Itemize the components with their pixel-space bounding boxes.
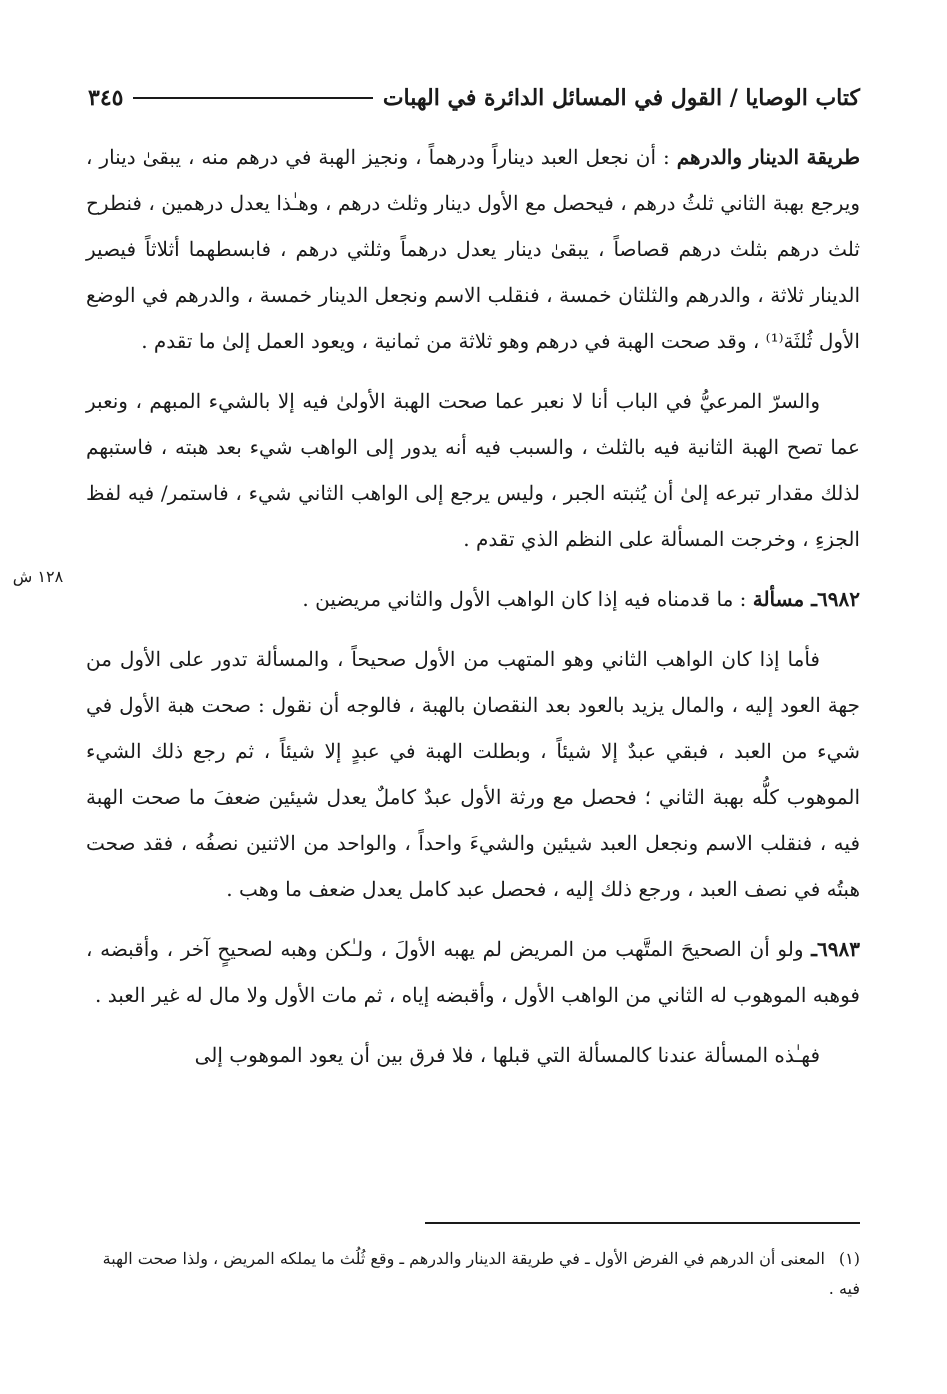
- paragraph-5: [86, 926, 860, 1018]
- margin-note: ١٢٨ ش: [12, 567, 64, 586]
- footnote-rule: [425, 1222, 860, 1224]
- header-title: كتاب الوصايا / القول في المسائل الدائرة في الهبات: [382, 85, 860, 111]
- paragraph-4: [86, 636, 860, 912]
- paragraph-text: والسرّ المرعيُّ في الباب أنا لا نعبر عما صحت الهبة الأولىٰ فيه إلا بالشيء المبهم ، ونعبر عما تصح الهبة الثانية فيه بالثلث ، والسبب فيه أنه يدور إلى الواهب شيء بعد هبته ، فاستبهم لذلك مقدار تبرعه إلىٰ أن يُثبته الجبر ، وليس يرجع إلى الواهب الثاني شيء ، فاستمر/ فيه لفظ الجزءِ ، وخرجت المسألة على النظم الذي تقدم .: [86, 389, 860, 551]
- paragraph-1: [86, 134, 860, 364]
- main-text: [86, 134, 860, 1092]
- paragraph-text: : ما قدمناه فيه إذا كان الواهب الأول والثاني مريضين .: [302, 587, 753, 611]
- issue-number: ٦٩٨٢ـ مسألة: [752, 587, 860, 611]
- footnote-number: (١): [838, 1249, 860, 1268]
- paragraph-text: : أن نجعل العبد ديناراً ودرهماً ، ونجيز الهبة في درهم منه ، يبقىٰ دينار ، ويرجع بهبة الثاني ثلثُ درهم ، فيحصل مع الأول دينار وثلث درهم ، وهـٰذا يعدل درهمين ، فنطرح ثلث درهم بثلث درهم قصاصاً ، يبقىٰ دينار يعدل درهماً وثلثي درهم ، فابسطهما أثلاثاً فيصير الدينار ثلاثة ، والدرهم والثلثان خمسة ، فنقلب الاسم ونجعل الدينار خمسة ، والدرهم في الوضع الأول ثُلثَة⁽¹⁾ ، وقد صحت الهبة في درهم وهو ثلاثة من ثمانية ، ويعود العمل إلىٰ ما تقدم .: [86, 145, 860, 353]
- footnote: [86, 1244, 860, 1304]
- paragraph-text: فهـٰذه المسألة عندنا كالمسألة التي قبلها ، فلا فرق بين أن يعود الموهوب إلى: [194, 1043, 820, 1067]
- page-number: ٣٤٥: [88, 85, 124, 111]
- paragraph-6: [86, 1032, 860, 1078]
- footnote-text: المعنى أن الدرهم في الفرض الأول ـ في طريقة الدينار والدرهم ـ وقع ثُلُث ما يملكه المريض ، ولذا صحت الهبة فيه .: [102, 1249, 860, 1298]
- section-heading: طريقة الدينار والدرهم: [676, 145, 861, 169]
- paragraph-text: فأما إذا كان الواهب الثاني وهو المتهب من الأول صحيحاً ، والمسألة تدور على الأول من جهة العود إليه ، والمال يزيد بالعود بعد النقصان بالهبة ، فالوجه أن نقول : صحت هبة الأول في شيء من العبد ، فبقي عبدٌ إلا شيئاً ، وبطلت الهبة في عبدٍ إلا شيئاً ، ثم رجع ذلك الشيء الموهوب كلُّه بهبة الثاني ؛ فحصل مع ورثة الأول عبدٌ كاملٌ يعدل شيئين ضعفَ ما صحت الهبة فيه ، فنقلب الاسم ونجعل العبد شيئين والشيءَ واحداً ، والواحد من الاثنين نصفُه ، فقد صحت هبتُه في نصف العبد ، ورجع ذلك إليه ، فحصل عبد كامل يعدل ضعف ما وهب .: [86, 647, 860, 901]
- running-header: [88, 78, 860, 118]
- paragraph-3: [86, 576, 860, 622]
- header-rule: [133, 97, 372, 99]
- paragraph-text: ولو أن الصحيحَ المتَّهب من المريض لم يهبه الأولَ ، ولـٰكن وهبه لصحيحٍ آخر ، وأقبضه ، فوهبه الموهوب له الثاني من الواهب الأول ، وأقبضه إياه ، ثم مات الأول ولا مال له غير العبد .: [86, 937, 860, 1007]
- issue-number: ٦٩٨٣ـ: [811, 937, 860, 961]
- paragraph-2: [86, 378, 860, 562]
